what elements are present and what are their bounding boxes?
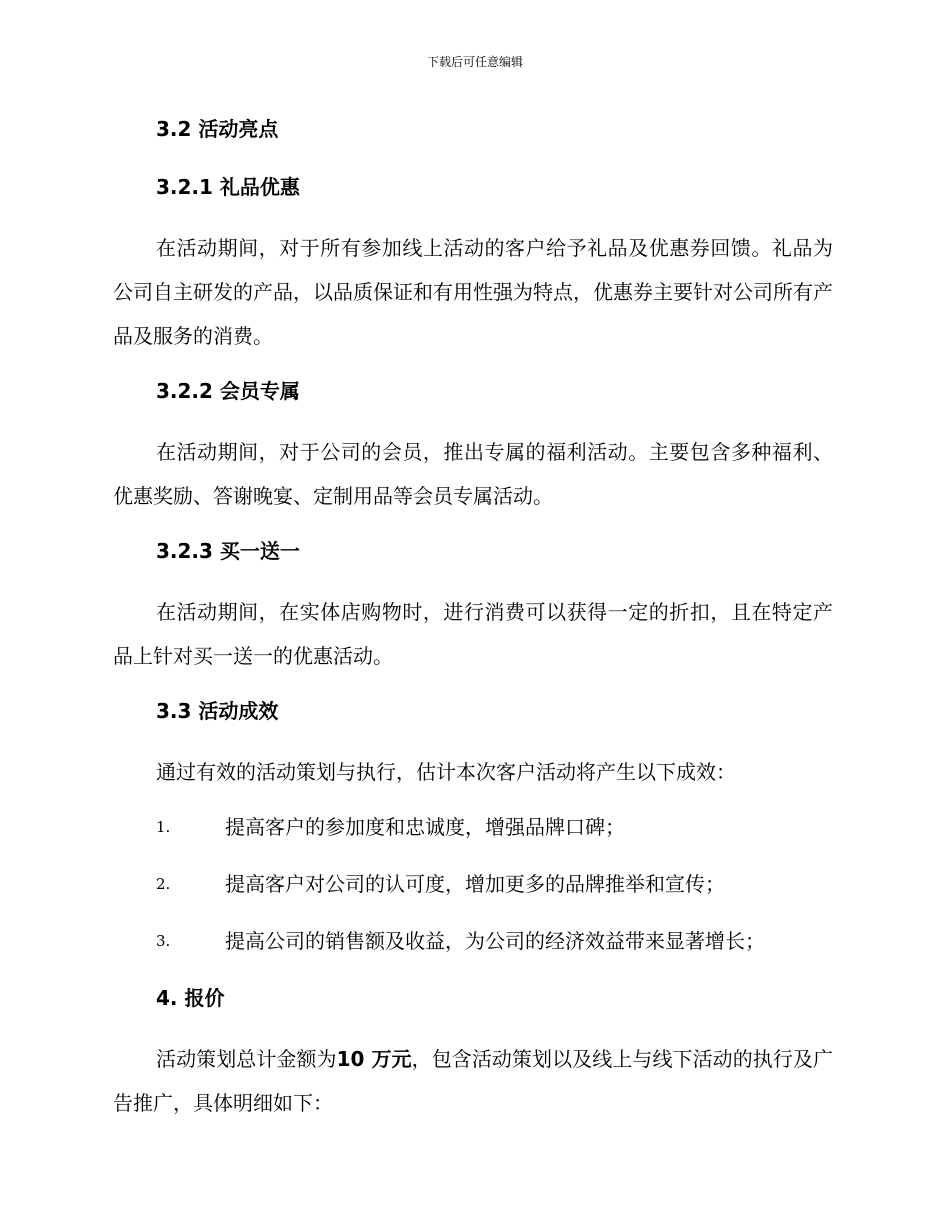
section-4-paragraph (113, 1037, 833, 1125)
section-3-2-1-heading: 3.2.1 礼品优惠 (156, 175, 300, 199)
outcomes-list (113, 808, 833, 979)
document-body (113, 110, 833, 1139)
list-item-number: 2. (156, 875, 171, 893)
total-amount: 10 万元 (336, 1047, 412, 1071)
section-3-2-heading: 3.2 活动亮点 (156, 117, 279, 141)
section-3-3-intro: 通过有效的活动策划与执行，估计本次客户活动将产生以下成效： (156, 760, 736, 784)
section-3-2-3-heading: 3.2.3 买一送一 (156, 539, 300, 563)
section-4-paragraph-start: 活动策划总计金额为 (156, 1047, 337, 1071)
list-item-text: 提高公司的销售额及收益，为公司的经济效益带来显著增长； (225, 929, 765, 953)
section-3-2-2-heading: 3.2.2 会员专属 (156, 379, 300, 403)
section-3-2-1-paragraph: 在活动期间，对于所有参加线上活动的客户给予礼品及优惠券回馈。礼品为公司自主研发的产品，以品质保证和有用性强为特点，优惠券主要针对公司所有产品及服务的消费。 (113, 236, 833, 348)
list-item (113, 808, 833, 865)
list-item-text: 提高客户的参加度和忠诚度，增强品牌口碑； (225, 815, 625, 839)
header-note: 下载后可任意编辑 (426, 55, 523, 69)
section-3-3-heading: 3.3 活动成效 (156, 699, 279, 723)
section-3-2-2-paragraph: 在活动期间，对于公司的会员，推出专属的福利活动。主要包含多种福利、优惠奖励、答谢晚宴、定制用品等会员专属活动。 (113, 440, 833, 508)
list-item-number: 1. (156, 818, 171, 836)
list-item-number: 3. (156, 932, 171, 950)
section-4-paragraph-end: ，包含活动策划以及线上与线下活动的执行及广告推广，具体明细如下： (113, 1047, 834, 1115)
list-item (113, 865, 833, 922)
section-3-2-3-paragraph: 在活动期间，在实体店购物时，进行消费可以获得一定的折扣，且在特定产品上针对买一送一的优惠活动。 (113, 600, 833, 668)
section-4-heading: 4. 报价 (156, 986, 225, 1010)
list-item (113, 922, 833, 979)
list-item-text: 提高客户对公司的认可度，增加更多的品牌推举和宣传； (225, 872, 725, 896)
